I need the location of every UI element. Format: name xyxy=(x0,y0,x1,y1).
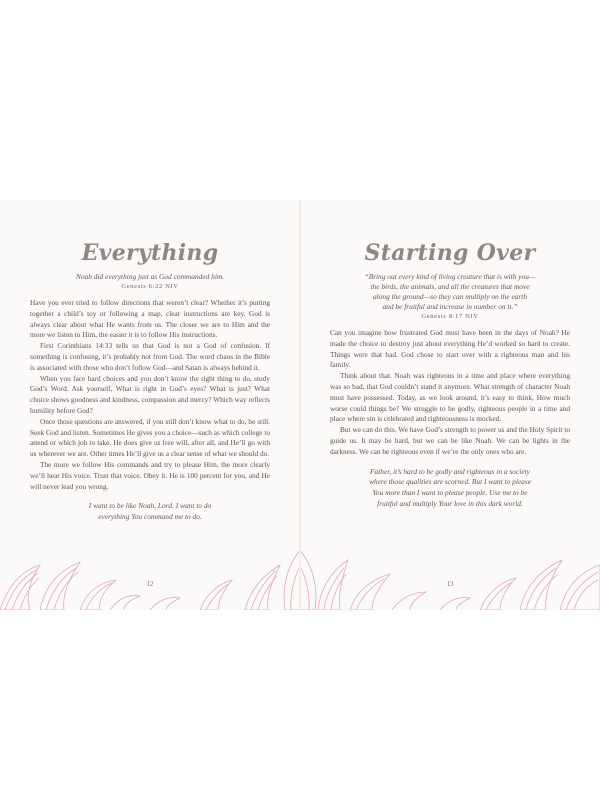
left-page xyxy=(0,200,300,610)
right-paragraph: Think about that. Noah was righteous in a time and place where everything was so bad, that God couldn’t stand it anymore. What strength of character Noah must have possessed. Today, as we look around, it’s easy to think, How much worse could things be? We struggle to be godly, righteous people in a time and place where sin is celebrated and righteousness is mocked. xyxy=(330,371,570,424)
right-page-content xyxy=(330,240,570,509)
left-page-title: Everything xyxy=(81,240,219,266)
right-verse-line: “Bring out every kind of living creature that is with you— xyxy=(364,272,536,281)
right-prayer xyxy=(330,467,570,510)
right-prayer-line: fruitful and multiply Your love in this dark world. xyxy=(377,498,523,508)
left-verse: Noah did everything just as God commanded him. xyxy=(75,272,225,281)
left-prayer xyxy=(30,501,270,522)
right-prayer-line: where those qualities are scorned. But I want to please xyxy=(368,477,532,487)
right-verse xyxy=(330,272,570,312)
right-body-text xyxy=(330,328,570,458)
right-verse-line: and be fruitful and increase in number on it.” xyxy=(382,301,518,311)
book-spread xyxy=(0,200,600,610)
right-paragraph: Can you imagine how frustrated God must have been in the days of Noah? He made the choice to destroy just about everything He’d worked so hard to create. Things were that bad. God chose to start over with a righteous man and his family. xyxy=(330,327,570,370)
left-verse-reference: Genesis 6:22 NIV xyxy=(121,282,179,290)
right-paragraph: But we can do this. We have God’s strength to power us and the Holy Spirit to guide us. It may be hard, but we can be like Noah. We can be lights in the darkness. We can be righteous even if we’re the only ones who are. xyxy=(330,425,570,456)
left-paragraph: First Corinthians 14:33 tells us that God is not a God of confusion. If something is confusing, it’s probably not from God. The word chaos in the Bible is associated with those who don’t follow God—and Satan is always behind it. xyxy=(30,341,270,372)
left-body-text xyxy=(30,298,270,492)
left-prayer-line: everything You command me to do. xyxy=(98,512,202,522)
left-prayer-line: I want to be like Noah, Lord. I want to do xyxy=(88,501,212,511)
right-verse-reference: Genesis 8:17 NIV xyxy=(421,312,479,320)
right-verse-line: the birds, the animals, and all the creatures that move xyxy=(370,281,530,291)
left-page-number: 12 xyxy=(146,580,154,588)
right-prayer-line: Father, it’s hard to be godly and righteous in a society xyxy=(370,466,530,476)
left-paragraph: The more we follow His commands and try to please Him, the more clearly we’ll hear His voice. Trust that voice. Obey it. He is 100 percent for you, and He will never lead you wrong. xyxy=(30,459,270,491)
left-paragraph: Have you ever tried to follow directions that weren’t clear? Whether it’s putting together a child’s toy or following a map, clear instructions are key. God is always clear about what He wants from us. The closer we are to Him and the more we listen to Him, the easier it is to follow His instructions. xyxy=(30,297,270,340)
left-paragraph: When you face hard choices and you don’t know the right thing to do, study God’s Word. Ask yourself, What is right in God’s eyes? What is just? What choice shows goodness and kindness, compassion and mercy? Which way reflects humility before God? xyxy=(30,373,270,415)
left-page-content xyxy=(30,240,270,523)
left-paragraph: Once those questions are answered, if you still don’t know what to do, be still. Seek God and listen. Sometimes He gives you a choice—such as which college to attend or which job to take. He does give us free will, after all, and He’ll go with us wherever we are. Other times He’ll give us a clear sense of what we should do. xyxy=(30,416,270,459)
right-page-title: Starting Over xyxy=(364,240,536,266)
right-verse-line: along the ground—so they can multiply on the earth xyxy=(372,291,528,301)
right-page-number: 13 xyxy=(446,580,454,588)
right-page xyxy=(300,200,600,610)
right-prayer-line: You more than I want to please people. Use me to be xyxy=(372,487,528,497)
